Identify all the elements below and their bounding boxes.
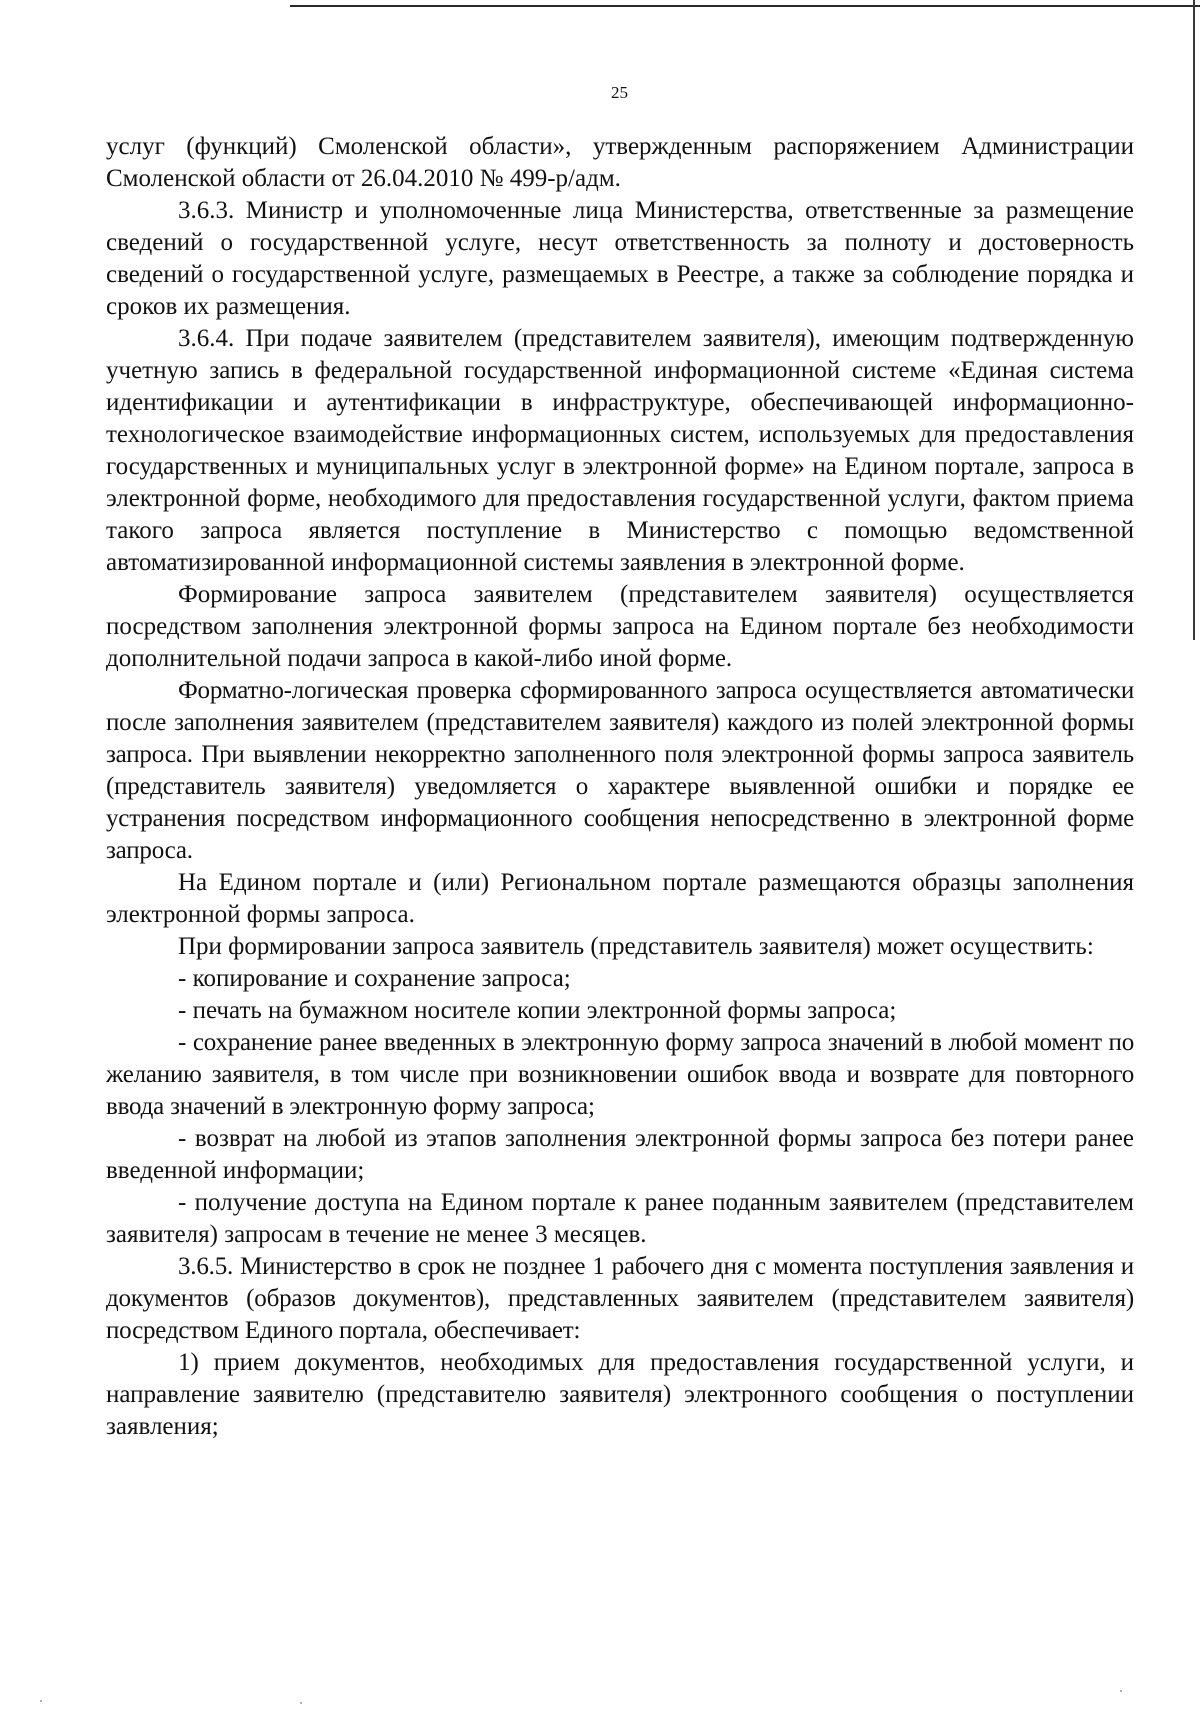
scan-speck (300, 1702, 302, 1704)
scan-edge-top (290, 5, 1200, 7)
list-item-copy-save: - копирование и сохранение запроса; (178, 965, 571, 992)
paragraph-3-6-5: 3.6.5. Министерство в срок не позднее 1 рабочего дня с момента поступления заявления и документов (образов документов), представленных заявителем (представителем заявителя) посредством Единого портала, обеспечивает: (106, 1253, 1134, 1344)
paragraph-request-formation: Формирование запроса заявителем (представителем заявителя) осуществляется посредством заполнения электронной формы запроса на Едином портале без необходимости дополнительной подачи запроса в какой-либо иной форме. (106, 581, 1134, 672)
paragraph-format-logic-check: Форматно-логическая проверка сформированного запроса осуществляется автоматически после заполнения заявителем (представителем заявителя) каждого из полей электронной формы запроса. При выявлении некорректно заполненного поля электронной формы запроса заявитель (представитель заявителя) уведомляется о характере выявленной ошибки и порядке ее устранения посредством информационного сообщения непосредственно в электронной форме запроса. (106, 677, 1134, 864)
paragraph-item-1-reception: 1) прием документов, необходимых для предоставления государственной услуги, и направление заявителю (представителю заявителя) электронного сообщения о поступлении заявления; (106, 1349, 1134, 1440)
scan-speck (40, 1700, 42, 1702)
paragraph-form-samples: На Едином портале и (или) Региональном портале размещаются образцы заполнения электронной формы запроса. (106, 869, 1134, 928)
list-item-return-stage: - возврат на любой из этапов заполнения электронной формы запроса без потери ранее введенной информации; (106, 1125, 1134, 1184)
list-item-save-values: - сохранение ранее введенных в электронную форму запроса значений в любой момент по желанию заявителя, в том числе при возникновении ошибок ввода и возврате для повторного ввода значений в электронную форму запроса; (106, 1029, 1134, 1120)
list-item-access-requests: - получение доступа на Едином портале к ранее поданным заявителем (представителем заявителя) запросам в течение не менее 3 месяцев. (106, 1189, 1134, 1248)
scan-speck (1120, 1690, 1122, 1692)
page-number: 25 (611, 83, 628, 102)
paragraph-3-6-3: 3.6.3. Министр и уполномоченные лица Министерства, ответственные за размещение сведений о государственной услуге, несут ответственность за полноту и достоверность сведений о государственной услуге, размещаемых в Реестре, а также за соблюдение порядка и сроков их размещения. (106, 197, 1134, 320)
document-body (106, 131, 1134, 1443)
paragraph-3-6-4: 3.6.4. При подаче заявителем (представителем заявителя), имеющим подтвержденную учетную запись в федеральной государственной информационной системе «Единая система идентификации и аутентификации в инфраструктуре, обеспечивающей информационно-технологическое взаимодействие информационных систем, используемых для предоставления государственных и муниципальных услуг в электронной форме» на Едином портале, запроса в электронной форме, необходимого для предоставления государственной услуги, фактом приема такого запроса является поступление в Министерство с помощью ведомственной автоматизированной информационной системы заявления в электронной форме. (106, 325, 1134, 576)
paragraph-applicant-can: При формировании запроса заявитель (представитель заявителя) может осуществить: (178, 933, 1094, 960)
list-item-print: - печать на бумажном носителе копии электронной формы запроса; (178, 997, 897, 1024)
paragraph-services-list-continuation: услуг (функций) Смоленской области», утвержденным распоряжением Администрации Смоленской области от 26.04.2010 № 499-р/адм. (106, 133, 1134, 192)
